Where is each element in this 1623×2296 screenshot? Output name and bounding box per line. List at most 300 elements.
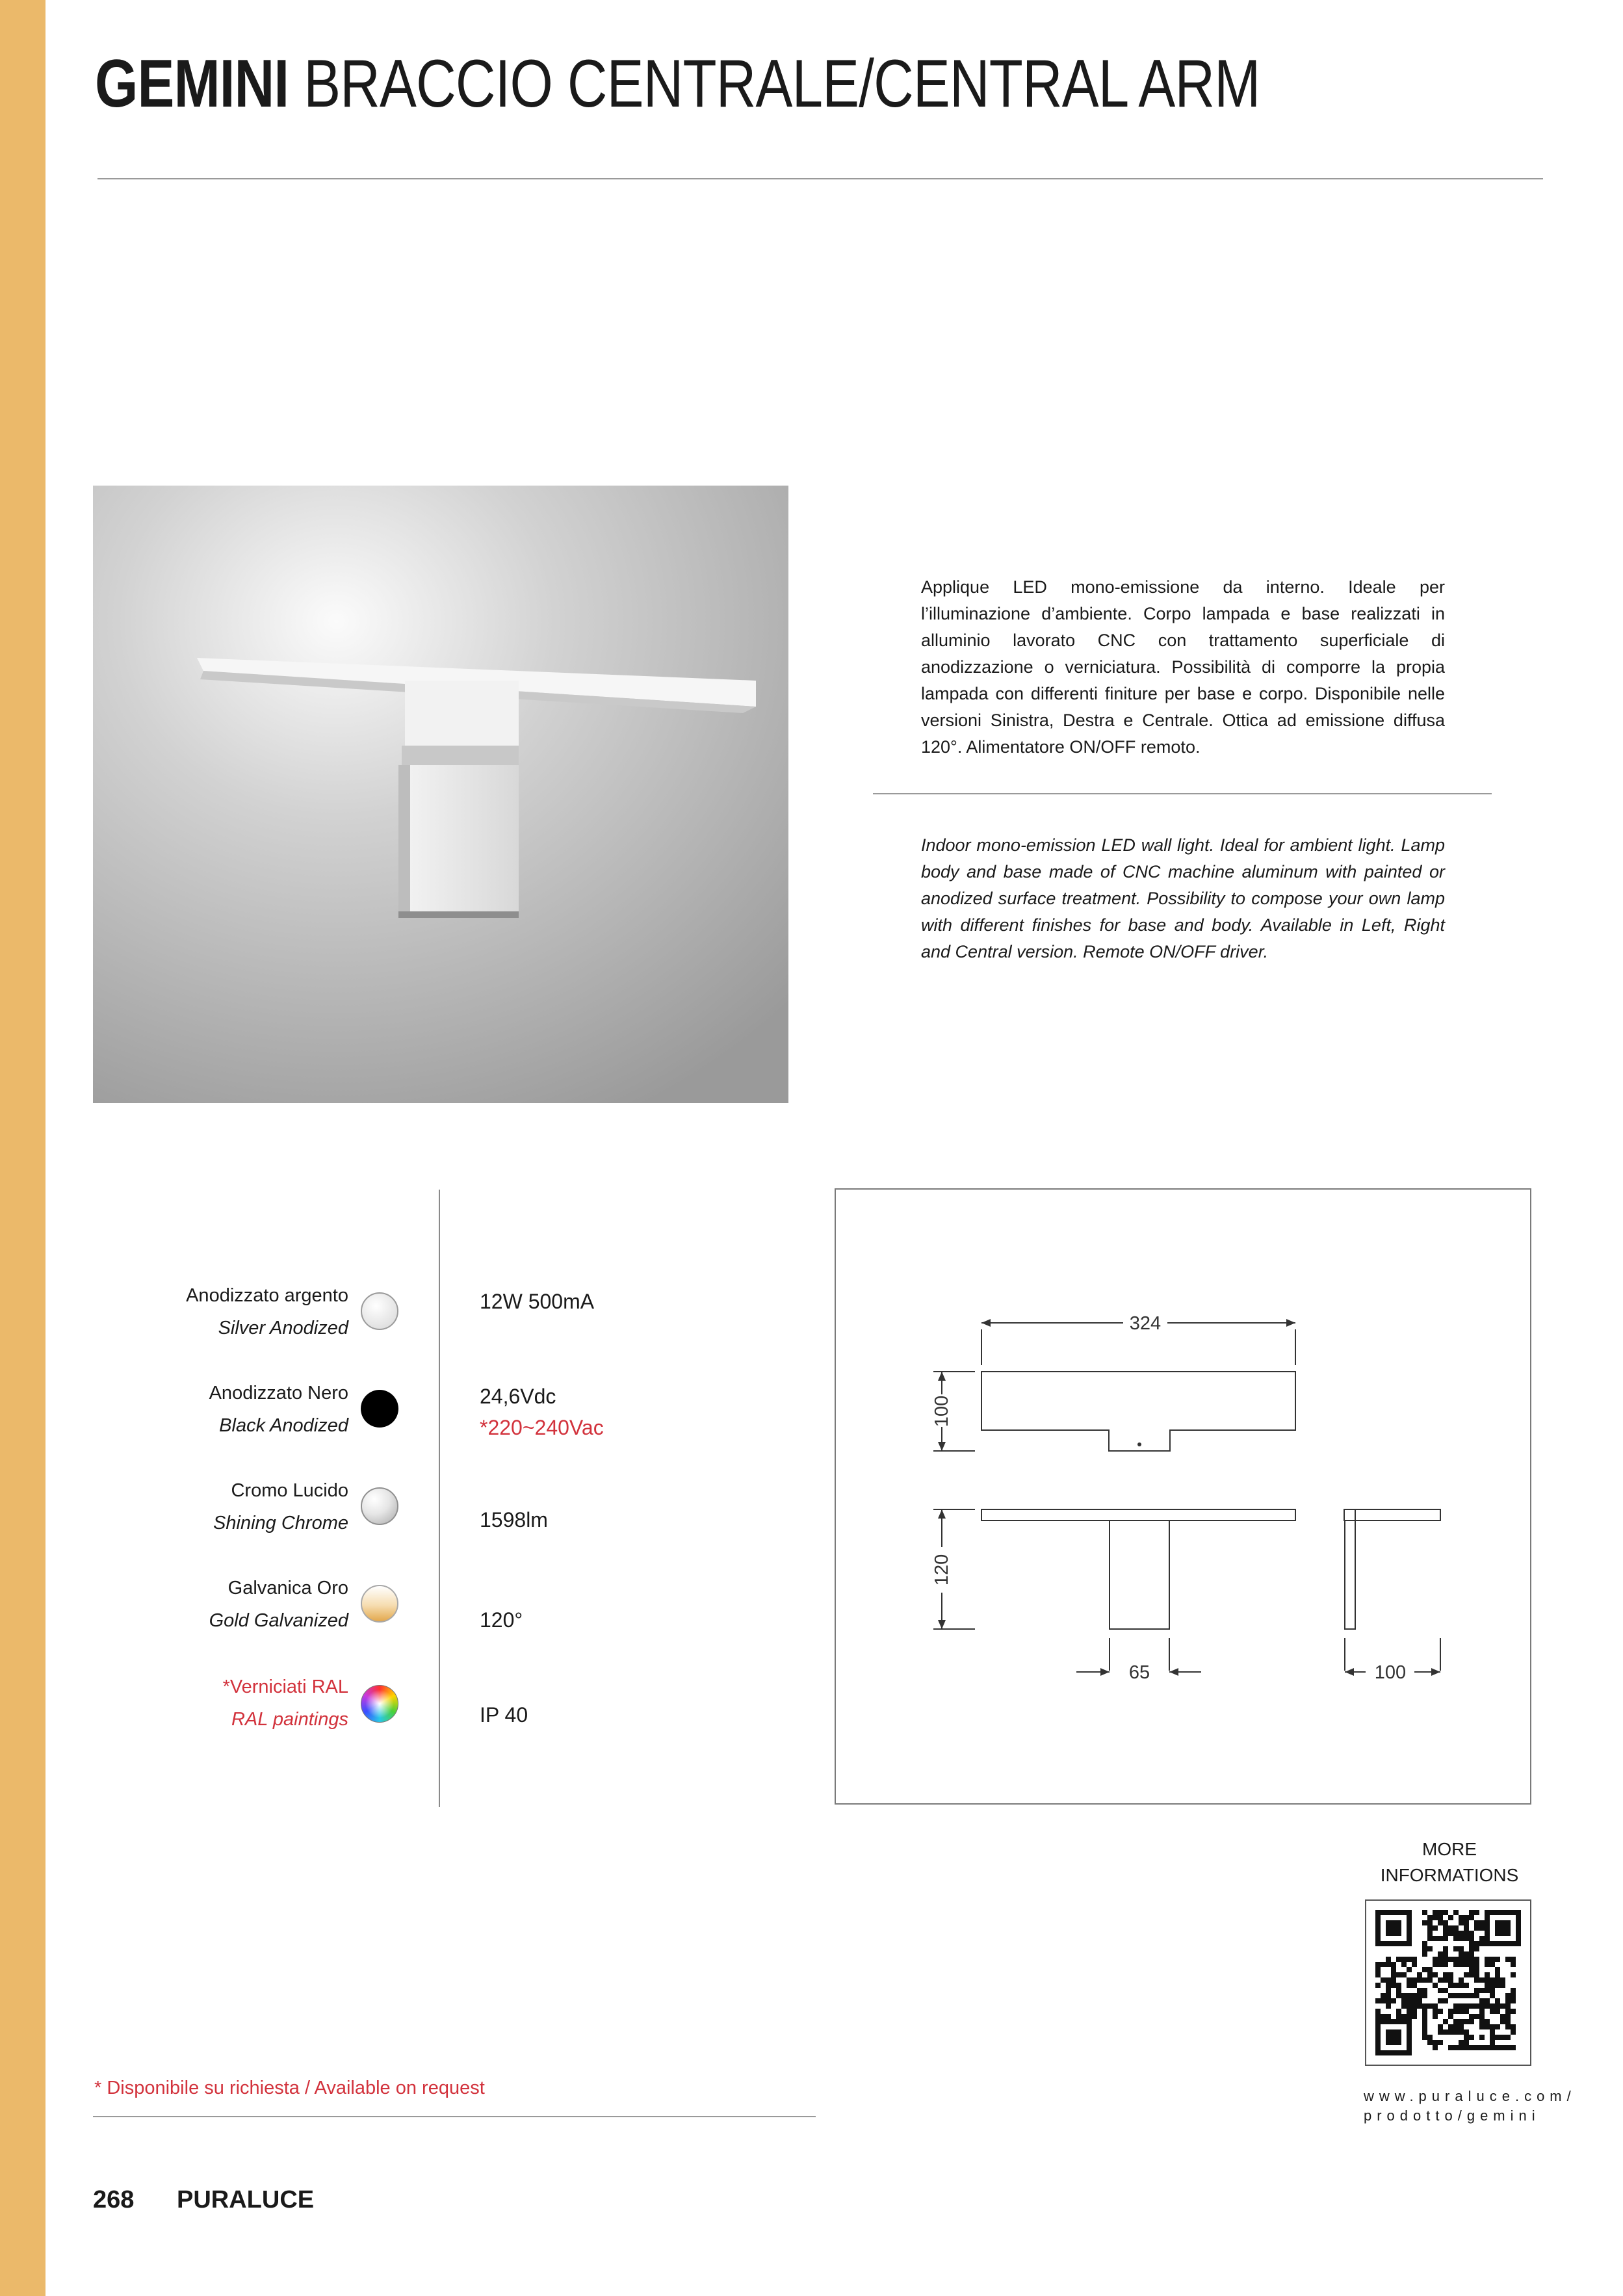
qr-module [1459, 1936, 1464, 1941]
qr-module [1495, 1967, 1500, 1972]
qr-module [1469, 1941, 1474, 1946]
qr-module [1433, 1915, 1438, 1920]
qr-module [1427, 2035, 1433, 2040]
qr-module [1386, 1977, 1391, 1983]
qr-module [1412, 2014, 1417, 2019]
qr-module [1469, 1993, 1474, 1998]
ral-color-wheel-swatch [361, 1685, 398, 1723]
qr-module [1474, 2003, 1479, 2009]
qr-module [1469, 1931, 1474, 1936]
qr-module [1505, 1998, 1511, 2003]
qr-module [1401, 1972, 1407, 1977]
qr-module [1433, 2009, 1438, 2014]
footnote-divider [93, 2116, 816, 2117]
qr-module [1485, 1998, 1490, 2003]
description-italian: Applique LED mono-emissione da interno. Ideale per l’illuminazione d’ambiente. Corpo lampada e base realizzati in alluminio lavorato CNC con trattamento superficiale di anodizzazione o verniciatura. Possibilità di comporre la propia lampada con differenti finiture per base e corpo. Disponibile nelle versioni Sinistra, Destra e Centrale. Ottica ad emissione diffusa 120°. Alimentatore ON/OFF remoto. [921, 577, 1445, 757]
qr-module [1427, 1977, 1433, 1983]
qr-module [1381, 1977, 1386, 1983]
qr-module [1511, 2045, 1516, 2050]
qr-module [1381, 1962, 1386, 1967]
qr-module [1433, 2040, 1438, 2045]
qr-module [1474, 1977, 1479, 1983]
qr-module [1417, 1993, 1422, 1998]
qr-module [1422, 2024, 1427, 2029]
qr-module [1412, 1977, 1417, 1983]
qr-module [1490, 1988, 1495, 1993]
qr-module [1505, 1993, 1511, 1998]
qr-module [1459, 1920, 1464, 1925]
qr-module [1417, 1977, 1422, 1983]
qr-module [1407, 1967, 1412, 1972]
product-photo [93, 486, 788, 1103]
qr-module [1505, 2009, 1511, 2014]
qr-module [1438, 1910, 1443, 1915]
qr-module [1433, 1910, 1438, 1915]
qr-module [1464, 2029, 1469, 2035]
qr-module [1391, 1977, 1396, 1983]
dim-depth-side-label: 100 [1374, 1662, 1407, 1683]
finish-label-it: Galvanica Oro [227, 1578, 348, 1598]
qr-module [1433, 1925, 1438, 1931]
qr-module [1422, 2009, 1427, 2014]
qr-module [1453, 1957, 1459, 1962]
qr-module [1490, 1983, 1495, 1988]
qr-module [1386, 2003, 1391, 2009]
qr-module [1422, 1993, 1427, 1998]
qr-module [1490, 1993, 1495, 1998]
qr-module [1386, 1962, 1391, 1967]
qr-module [1401, 1957, 1407, 1962]
qr-module [1511, 1972, 1516, 1977]
qr-module [1433, 1936, 1438, 1941]
qr-module [1448, 2029, 1453, 2035]
qr-module [1443, 2029, 1448, 2035]
qr-module [1448, 2009, 1453, 2014]
qr-module [1490, 1957, 1495, 1962]
qr-module [1453, 2009, 1459, 2014]
qr-module [1485, 1988, 1490, 1993]
qr-module [1438, 2009, 1443, 2014]
qr-module [1443, 1957, 1448, 1962]
qr-module [1469, 2045, 1474, 2050]
qr-module [1479, 1998, 1485, 2003]
qr-module [1474, 1967, 1479, 1972]
qr-module [1396, 1983, 1401, 1988]
qr-module [1464, 1962, 1469, 1967]
qr-module [1427, 2040, 1433, 2045]
qr-module [1495, 1998, 1500, 2003]
qr-module [1443, 1936, 1448, 1941]
finish-label-en: Silver Anodized [218, 1318, 348, 1338]
qr-module [1459, 1993, 1464, 1998]
qr-module [1407, 2003, 1412, 2009]
qr-module [1407, 1983, 1412, 1988]
qr-module [1459, 1977, 1464, 1983]
qr-module [1401, 2003, 1407, 2009]
qr-module [1427, 1967, 1433, 1972]
qr-module [1396, 2014, 1401, 2019]
qr-module [1438, 1957, 1443, 1962]
qr-module [1495, 2009, 1500, 2014]
qr-module [1391, 1972, 1396, 1977]
qr-module [1459, 1962, 1464, 1967]
qr-module [1479, 2024, 1485, 2029]
qr-module [1485, 1977, 1490, 1983]
qr-module [1469, 2035, 1474, 2040]
qr-module [1412, 1998, 1417, 2003]
qr-module [1386, 1988, 1391, 1993]
qr-module [1448, 2014, 1453, 2019]
qr-module [1485, 2003, 1490, 2009]
qr-module [1448, 1957, 1453, 1962]
qr-module [1495, 1972, 1500, 1977]
qr-module [1464, 2045, 1469, 2050]
qr-module [1443, 1977, 1448, 1983]
brand-name: PURALUCE [177, 2186, 315, 2213]
qr-module [1464, 1972, 1469, 1977]
qr-module [1453, 1962, 1459, 1967]
qr-module [1453, 1931, 1459, 1936]
spec-power: 12W 500mA [480, 1290, 595, 1313]
qr-module [1464, 2035, 1469, 2040]
qr-module [1490, 2040, 1495, 2045]
finish-label-en: Shining Chrome [213, 1513, 348, 1533]
qr-module [1500, 2014, 1505, 2019]
gold-swatch [361, 1585, 398, 1623]
qr-module [1505, 2019, 1511, 2024]
qr-module [1495, 2024, 1500, 2029]
qr-module [1474, 1962, 1479, 1967]
qr-module [1438, 1915, 1443, 1920]
qr-module [1396, 1993, 1401, 1998]
qr-module [1474, 1941, 1479, 1946]
dim-height-body-label: 120 [931, 1554, 952, 1586]
qr-module [1453, 1993, 1459, 1998]
finish-label-it: Cromo Lucido [231, 1480, 348, 1501]
qr-module [1401, 1998, 1407, 2003]
qr-module [1422, 1967, 1427, 1972]
spec-voltage-dc: 24,6Vdc [480, 1385, 556, 1408]
qr-module [1417, 1988, 1422, 1993]
qr-module [1422, 1951, 1427, 1957]
qr-module [1422, 2014, 1427, 2019]
qr-module [1464, 1993, 1469, 1998]
qr-module [1474, 1988, 1479, 1993]
spec-voltage-ac: *220~240Vac [480, 1416, 604, 1439]
qr-module [1464, 1951, 1469, 1957]
qr-module [1464, 1920, 1469, 1925]
qr-module [1448, 1983, 1453, 1988]
qr-module [1433, 1957, 1438, 1962]
qr-module [1464, 2003, 1469, 2009]
qr-module [1438, 1962, 1443, 1967]
qr-module [1453, 1910, 1459, 1915]
spec-voltage [480, 1381, 604, 1443]
qr-module [1479, 2003, 1485, 2009]
finish-label-it: Anodizzato argento [186, 1285, 348, 1306]
qr-module [1474, 2045, 1479, 2050]
qr-module [1453, 2019, 1459, 2024]
title-product-variant: BRACCIO CENTRALE/CENTRAL ARM [304, 46, 1260, 122]
qr-module [1490, 2045, 1495, 2050]
qr-module [1448, 1977, 1453, 1983]
qr-module [1485, 1962, 1490, 1967]
qr-module [1479, 2045, 1485, 2050]
qr-module [1490, 1962, 1495, 1967]
qr-module [1505, 2003, 1511, 2009]
qr-module [1485, 2019, 1490, 2024]
qr-module [1505, 2014, 1511, 2019]
qr-module [1490, 2035, 1495, 2040]
product-url[interactable]: www.puraluce.com/ prodotto/gemini [1364, 2088, 1576, 2124]
qr-module [1381, 1993, 1386, 1998]
qr-module [1500, 2045, 1505, 2050]
qr-module [1495, 2035, 1500, 2040]
qr-module [1500, 2019, 1505, 2024]
top-view-outline [981, 1372, 1295, 1451]
qr-module [1505, 1957, 1511, 1962]
qr-module [1464, 1957, 1469, 1962]
qr-module [1485, 1983, 1490, 1988]
qr-module [1417, 1998, 1422, 2003]
qr-module [1469, 2019, 1474, 2024]
finishes-specs-divider [439, 1190, 440, 1807]
qr-module [1479, 2009, 1485, 2014]
qr-module [1433, 2045, 1438, 2050]
qr-module [1386, 1983, 1391, 1988]
qr-module [1495, 1977, 1500, 1983]
qr-module [1474, 1993, 1479, 1998]
qr-module [1469, 1962, 1474, 1967]
qr-module [1474, 1946, 1479, 1951]
spec-beam-angle: 120° [480, 1608, 523, 1632]
chrome-swatch [361, 1487, 398, 1525]
qr-module [1459, 1946, 1464, 1951]
black-swatch [361, 1390, 398, 1428]
qr-module [1474, 1957, 1479, 1962]
qr-module [1448, 2045, 1453, 2050]
title-product-name: GEMINI [95, 46, 289, 122]
qr-module [1438, 1951, 1443, 1957]
qr-module [1479, 1941, 1485, 1946]
qr-module [1448, 1915, 1453, 1920]
qr-module [1453, 2045, 1459, 2050]
qr-module [1422, 1977, 1427, 1983]
qr-module [1474, 1910, 1479, 1915]
finish-label-en: Gold Galvanized [209, 1610, 348, 1631]
qr-module [1459, 1931, 1464, 1936]
qr-module [1453, 2003, 1459, 2009]
qr-module [1511, 2029, 1516, 2035]
silver-swatch [361, 1292, 398, 1330]
qr-module [1469, 1957, 1474, 1962]
qr-module [1433, 1962, 1438, 1967]
qr-module [1407, 1993, 1412, 1998]
finish-label-it: *Verniciati RAL [222, 1676, 348, 1697]
front-view-body [1110, 1520, 1169, 1629]
qr-module [1422, 2003, 1427, 2009]
qr-module [1479, 1988, 1485, 1993]
qr-module [1469, 1972, 1474, 1977]
qr-module [1490, 1977, 1495, 1983]
qr-module [1427, 1920, 1433, 1925]
qr-module [1485, 1957, 1490, 1962]
dim-height-top-label: 100 [931, 1395, 952, 1428]
qr-module [1464, 1925, 1469, 1931]
qr-code[interactable] [1365, 1899, 1531, 2066]
qr-module [1464, 1931, 1469, 1936]
qr-module [1438, 2024, 1443, 2029]
qr-module [1474, 1972, 1479, 1977]
qr-module [1511, 2024, 1516, 2029]
qr-module [1422, 2029, 1427, 2035]
qr-module [1490, 2024, 1495, 2029]
qr-module [1459, 1957, 1464, 1962]
qr-module [1511, 2009, 1516, 2014]
page-accent-bar [0, 0, 45, 2296]
qr-module [1490, 2003, 1495, 2009]
qr-module [1453, 1936, 1459, 1941]
qr-module [1412, 1962, 1417, 1967]
qr-module [1443, 1920, 1448, 1925]
qr-module [1438, 1936, 1443, 1941]
front-view-arm [981, 1509, 1295, 1520]
finish-black-anodized [75, 1377, 348, 1442]
qr-module [1417, 2003, 1422, 2009]
qr-module [1479, 1925, 1485, 1931]
qr-module [1386, 1957, 1391, 1962]
finish-silver-anodized [75, 1279, 348, 1344]
qr-module [1469, 2003, 1474, 2009]
finish-label-en: Black Anodized [219, 1415, 348, 1436]
dim-depth-body-label: 65 [1128, 1662, 1150, 1683]
qr-module [1479, 1977, 1485, 1983]
qr-module [1375, 1972, 1381, 1977]
qr-module [1469, 1915, 1474, 1920]
qr-module [1479, 2019, 1485, 2024]
qr-module [1427, 1925, 1433, 1931]
qr-module [1443, 1972, 1448, 1977]
qr-module [1422, 2035, 1427, 2040]
qr-module [1459, 2040, 1464, 2045]
qr-module [1427, 1972, 1433, 1977]
qr-module [1469, 1910, 1474, 1915]
qr-module [1469, 1936, 1474, 1941]
qr-module [1511, 1998, 1516, 2003]
page-number: 268 [93, 2186, 135, 2213]
availability-footnote: * Disponibile su richiesta / Available on request [94, 2078, 485, 2098]
spec-lumen: 1598lm [480, 1508, 548, 1532]
qr-module [1464, 2040, 1469, 2045]
qr-module [1433, 1972, 1438, 1977]
qr-module [1375, 1967, 1381, 1972]
qr-module [1412, 2009, 1417, 2014]
qr-module [1412, 1983, 1417, 1988]
qr-module [1495, 2003, 1500, 2009]
qr-module [1443, 1962, 1448, 1967]
qr-module [1433, 2014, 1438, 2019]
finish-ral-paintings [75, 1671, 348, 1736]
description-divider [873, 793, 1492, 794]
qr-module [1407, 1998, 1412, 2003]
qr-module [1443, 1998, 1448, 2003]
qr-module [1500, 2035, 1505, 2040]
qr-module [1438, 1988, 1443, 1993]
qr-module [1495, 2045, 1500, 2050]
qr-module [1391, 1967, 1396, 1972]
qr-module [1443, 1931, 1448, 1936]
qr-module [1469, 2014, 1474, 2019]
qr-module [1427, 1946, 1433, 1951]
qr-module [1500, 2003, 1505, 2009]
qr-module [1427, 1931, 1433, 1936]
qr-module [1438, 1998, 1443, 2003]
qr-module [1505, 2024, 1511, 2029]
finish-shining-chrome [75, 1474, 348, 1539]
qr-module [1511, 1962, 1516, 1967]
description-english: Indoor mono-emission LED wall light. Ideal for ambient light. Lamp body and base made of CNC machine aluminum with painted or anodized surface treatment. Possibility to compose your own lamp with different finishes for base and body. Available in Left, Right and Central version. Remote ON/OFF driver. [921, 835, 1445, 961]
finish-gold-galvanized [75, 1572, 348, 1637]
qr-module [1485, 2024, 1490, 2029]
qr-module [1422, 1910, 1427, 1915]
qr-module [1500, 1977, 1505, 1983]
page-title [95, 47, 1260, 121]
qr-module [1495, 1983, 1500, 1988]
qr-module [1459, 2029, 1464, 2035]
qr-module [1422, 1920, 1427, 1925]
qr-module [1453, 1925, 1459, 1931]
qr-module [1479, 1936, 1485, 1941]
qr-module [1433, 2003, 1438, 2009]
qr-module [1459, 2009, 1464, 2014]
qr-module [1427, 1915, 1433, 1920]
qr-module [1464, 2009, 1469, 2014]
qr-module [1412, 1993, 1417, 1998]
qr-module [1375, 1983, 1381, 1988]
finish-label-en: RAL paintings [231, 1709, 348, 1730]
qr-module [1391, 1998, 1396, 2003]
qr-module [1407, 2009, 1412, 2014]
qr-module [1459, 2003, 1464, 2009]
qr-module [1396, 1957, 1401, 1962]
dim-width-label: 324 [1129, 1313, 1162, 1334]
qr-module [1391, 1962, 1396, 1967]
qr-module [1396, 2009, 1401, 2014]
qr-module [1459, 1983, 1464, 1988]
qr-module [1443, 2019, 1448, 2024]
qr-module [1407, 1957, 1412, 1962]
qr-module [1412, 2003, 1417, 2009]
qr-module [1464, 1936, 1469, 1941]
more-informations-label: MORE INFORMATIONS [1380, 1839, 1519, 1885]
qr-module [1511, 1957, 1516, 1962]
qr-module [1375, 2009, 1381, 2014]
qr-module [1495, 1957, 1500, 1962]
qr-module [1474, 1925, 1479, 1931]
qr-module [1479, 1920, 1485, 1925]
qr-module [1386, 2014, 1391, 2019]
qr-module [1511, 1988, 1516, 1993]
qr-module [1505, 2035, 1511, 2040]
qr-module [1505, 2045, 1511, 2050]
qr-module [1391, 1983, 1396, 1988]
qr-module [1485, 1972, 1490, 1977]
side-view-arm [1344, 1509, 1440, 1520]
qr-module [1464, 1983, 1469, 1988]
qr-module [1459, 1951, 1464, 1957]
qr-module [1448, 1993, 1453, 1998]
qr-module [1453, 2029, 1459, 2035]
